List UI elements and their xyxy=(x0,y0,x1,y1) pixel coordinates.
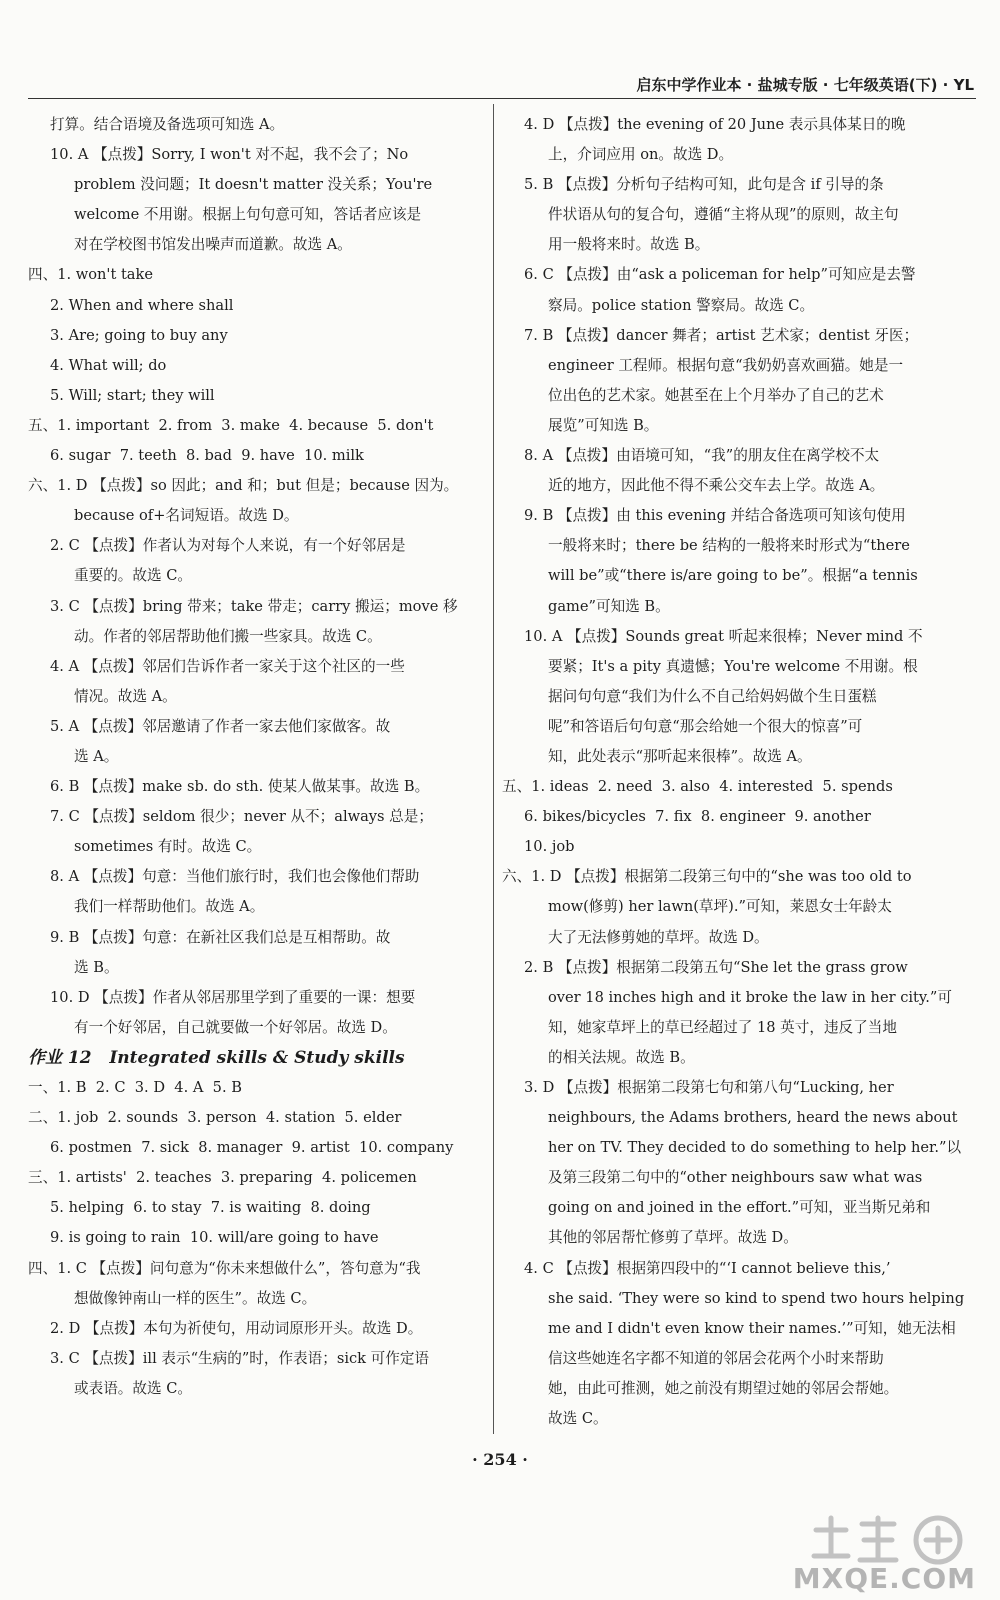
column-divider xyxy=(493,104,494,1434)
text-line: 4. D 【点拨】the evening of 20 June 表示具体某日的晚 xyxy=(524,116,906,133)
text-line: 上，介词应用 on。故选 D。 xyxy=(548,146,734,164)
text-line: 10. D 【点拨】作者从邻居那里学到了重要的一课：想要 xyxy=(50,988,416,1006)
text-line: 察局。police station 警察局。故选 C。 xyxy=(548,296,815,314)
right-column xyxy=(502,110,974,1434)
text-line: 3. Are; going to buy any xyxy=(50,326,228,344)
text-line: me and I didn't even know their names.’”可知，她无法相 xyxy=(548,1319,956,1337)
text-line: game”可知选 B。 xyxy=(548,597,670,615)
text-line: 一般将来时；there be 结构的一般将来时形式为“there xyxy=(548,537,910,555)
text-line: 4. What will; do xyxy=(50,356,167,374)
text-line: 有一个好邻居，自己就要做一个好邻居。故选 D。 xyxy=(74,1018,397,1036)
section-heading: 作业 12 Integrated skills & Study skills xyxy=(28,1047,405,1068)
text-line: sometimes 有时。故选 C。 xyxy=(74,838,262,856)
text-line: 及第三段第二句中的“other neighbours saw what was xyxy=(548,1169,923,1187)
text-line: 8. A 【点拨】句意：当他们旅行时，我们也会像他们帮助 xyxy=(50,868,420,886)
text-line: 对在学校图书馆发出噪声而道歉。故选 A。 xyxy=(74,236,352,254)
page-number: · 254 · xyxy=(472,1450,528,1469)
text-line: problem 没问题；It doesn't matter 没关系；You're xyxy=(74,176,433,194)
text-line: 展览”可知选 B。 xyxy=(548,416,659,434)
text-line: 件状语从句的复合句，遵循“主将从现”的原则，故主句 xyxy=(548,206,899,224)
text-line: 10. A 【点拨】Sorry, I won't 对不起，我不会了；No xyxy=(50,146,409,164)
text-line: 四、1. C 【点拨】问句意为“你未来想做什么”，答句意为“我 xyxy=(28,1259,421,1277)
text-line: 9. B 【点拨】句意：在新社区我们总是互相帮助。故 xyxy=(50,928,391,946)
text-line: 3. C 【点拨】ill 表示“生病的”时，作表语；sick 可作定语 xyxy=(50,1349,430,1367)
text-line: 4. A 【点拨】邻居们告诉作者一家关于这个社区的一些 xyxy=(50,657,405,675)
text-line: engineer 工程师。根据句意“我奶奶喜欢画猫。她是一 xyxy=(548,356,904,374)
text-line: 6. postmen 7. sick 8. manager 9. artist 10. company xyxy=(50,1139,454,1157)
text-line: 2. When and where shall xyxy=(50,296,234,314)
text-line: 故选 C。 xyxy=(548,1410,608,1428)
text-line: 要紧；It's a pity 真遗憾；You're welcome 不用谢。根 xyxy=(548,657,918,675)
text-line: 选 B。 xyxy=(74,958,119,976)
text-line: 9. is going to rain 10. will/are going to have xyxy=(50,1229,379,1247)
text-line: 知，此处表示“那听起来很棒”。故选 A。 xyxy=(548,747,812,765)
text-line: 据问句句意“我们为什么不自己给妈妈做个生日蛋糕 xyxy=(548,687,877,705)
text-line: 其他的邻居帮忙修剪了草坪。故选 D。 xyxy=(548,1229,798,1247)
text-line: 近的地方，因此他不得不乘公交车去上学。故选 A。 xyxy=(548,477,885,495)
text-line: 一、1. B 2. C 3. D 4. A 5. B xyxy=(28,1079,242,1096)
text-line: 大了无法修剪她的草坪。故选 D。 xyxy=(548,928,769,946)
text-line: 或表语。故选 C。 xyxy=(74,1379,192,1397)
text-line: 5. Will; start; they will xyxy=(50,386,215,404)
text-line: 5. helping 6. to stay 7. is waiting 8. doing xyxy=(50,1199,371,1217)
text-line: 动。作者的邻居帮助他们搬一些家具。故选 C。 xyxy=(74,627,382,645)
text-line: 7. C 【点拨】seldom 很少；never 从不；always 总是； xyxy=(50,808,433,826)
text-line: because of+名词短语。故选 D。 xyxy=(74,507,299,525)
text-line: mow(修剪) her lawn(草坪).”可知，莱恩女士年龄太 xyxy=(548,898,892,916)
text-line: 6. B 【点拨】make sb. do sth. 使某人做某事。故选 B。 xyxy=(50,778,430,796)
text-line: will be”或“there is/are going to be”。根据“a tennis xyxy=(548,567,918,585)
text-line: her on TV. They decided to do something to help her.”以 xyxy=(548,1139,962,1157)
text-line: 二、1. job 2. sounds 3. person 4. station 5. elder xyxy=(28,1109,402,1127)
text-line: 四、1. won't take xyxy=(28,266,153,284)
text-line: 6. C 【点拨】由“ask a policeman for help”可知应是去警 xyxy=(524,266,916,284)
text-line: 呢”和答语后句句意“那会给她一个很大的惊喜”可 xyxy=(548,717,863,735)
text-line: 8. A 【点拨】由语境可知，“我”的朋友住在离学校不太 xyxy=(524,447,880,465)
text-line: neighbours, the Adams brothers, heard the news about xyxy=(548,1109,958,1127)
text-line: 三、1. artists' 2. teaches 3. preparing 4. policemen xyxy=(28,1169,417,1187)
text-line: 我们一样帮助他们。故选 A。 xyxy=(74,898,265,916)
text-line: 五、1. important 2. from 3. make 4. because 5. don't xyxy=(28,416,434,434)
text-line: 六、1. D 【点拨】so 因此；and 和；but 但是；because 因为。 xyxy=(28,477,459,495)
left-column xyxy=(28,110,483,1404)
text-line: 信这些她连名字都不知道的邻居会花两个小时来帮助 xyxy=(548,1349,884,1367)
watermark-text: MXQE.COM xyxy=(792,1562,976,1595)
text-line: she said. ‘They were so kind to spend two hours helping xyxy=(548,1289,965,1307)
text-line: 5. A 【点拨】邻居邀请了作者一家去他们家做客。故 xyxy=(50,717,391,735)
text-line: 6. sugar 7. teeth 8. bad 9. have 10. milk xyxy=(50,447,364,465)
text-line: welcome 不用谢。根据上句句意可知，答话者应该是 xyxy=(74,206,422,224)
text-line: 10. job xyxy=(524,838,575,856)
text-line: 打算。结合语境及备选项可知选 A。 xyxy=(50,116,285,133)
text-line: going on and joined in the effort.”可知，亚当斯兄弟和 xyxy=(548,1199,931,1217)
text-line: 五、1. ideas 2. need 3. also 4. interested 5. spends xyxy=(502,778,893,796)
text-line: 情况。故选 A。 xyxy=(74,687,177,705)
text-line: 4. C 【点拨】根据第四段中的“‘I cannot believe this,’ xyxy=(524,1259,891,1277)
text-line: 知，她家草坪上的草已经超过了 18 英寸，违反了当地 xyxy=(548,1018,897,1036)
text-line: 9. B 【点拨】由 this evening 并结合备选项可知该句使用 xyxy=(524,507,906,525)
text-line: 重要的。故选 C。 xyxy=(74,567,192,585)
text-line: 6. bikes/bicycles 7. fix 8. engineer 9. another xyxy=(524,808,871,826)
text-line: 3. C 【点拨】bring 带来；take 带走；carry 搬运；move 移 xyxy=(50,597,458,615)
text-line: 2. C 【点拨】作者认为对每个人来说，有一个好邻居是 xyxy=(50,537,406,555)
text-line: 她，由此可推测，她之前没有期望过她的邻居会帮她。 xyxy=(548,1379,899,1397)
text-line: 10. A 【点拨】Sounds great 听起来很棒；Never mind 不 xyxy=(524,627,923,645)
text-line: 3. D 【点拨】根据第二段第七句和第八句“Lucking, her xyxy=(524,1079,894,1096)
text-line: over 18 inches high and it broke the law in her city.”可 xyxy=(548,988,952,1006)
text-line: 2. B 【点拨】根据第二段第五句“She let the grass grow xyxy=(524,958,908,976)
text-line: 位出色的艺术家。她甚至在上个月举办了自己的艺术 xyxy=(548,386,884,404)
text-line: 的相关法规。故选 B。 xyxy=(548,1048,695,1066)
header-divider xyxy=(28,98,976,99)
running-header: 启东中学作业本 · 盐城专版 · 七年级英语(下) · YL xyxy=(636,76,974,94)
text-line: 5. B 【点拨】分析句子结构可知，此句是含 if 引导的条 xyxy=(524,176,884,194)
text-line: 六、1. D 【点拨】根据第二段第三句中的“she was too old to xyxy=(502,868,912,886)
text-line: 想做像钟南山一样的医生”。故选 C。 xyxy=(74,1289,317,1307)
text-line: 7. B 【点拨】dancer 舞者；artist 艺术家；dentist 牙医； xyxy=(524,326,919,344)
text-line: 选 A。 xyxy=(74,747,119,765)
text-line: 2. D 【点拨】本句为祈使句，用动词原形开头。故选 D。 xyxy=(50,1319,423,1337)
text-line: 用一般将来时。故选 B。 xyxy=(548,236,710,254)
